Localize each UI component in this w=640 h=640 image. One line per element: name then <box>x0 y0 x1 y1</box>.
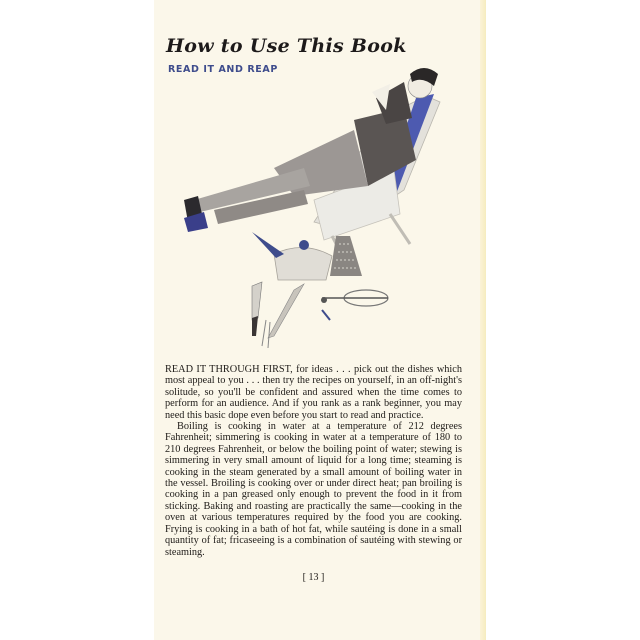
paragraph-intro: READ IT THROUGH FIRST, for ideas . . . pick out the dishes which most appeal to you . . . then try the recipes on yourself, in an off-night's solitude, so you'll be confident and assured when the time comes to perform for an audience. And if you rank as a rank beginner, you may need this basic dope even before you start to read and practice. <box>165 364 462 421</box>
book-page <box>154 0 486 640</box>
section-subtitle: READ IT AND REAP <box>168 64 278 75</box>
page-title: How to Use This Book <box>166 35 407 57</box>
text-column <box>154 0 486 596</box>
page-number: [ 13 ] <box>302 571 325 583</box>
paragraph-cooking-terms: Boiling is cooking in water at a temperature of 212 degrees Fahrenheit; simmering is cooking in water at a temperature of 180 to 210 degrees Fahrenheit, or below the boiling point of water; stewing is simmering in very small amount of liquid for a long time; steaming is cooking in the steam generated by a small amount of boiling water in the vessel. Broiling is cooking over or under direct heat; pan broiling is cooking in a pan greased only enough to prevent the food in it from sticking. Baking and roasting are practically the same—cooking in the oven at various temperatures required by the food you are cooking. Frying is cooking in a bath of hot fat, while sautéing is done in a small quantity of fat; fricaseeing is a combination of sautéing with stewing or steaming. <box>165 421 462 558</box>
body-text <box>165 364 462 558</box>
